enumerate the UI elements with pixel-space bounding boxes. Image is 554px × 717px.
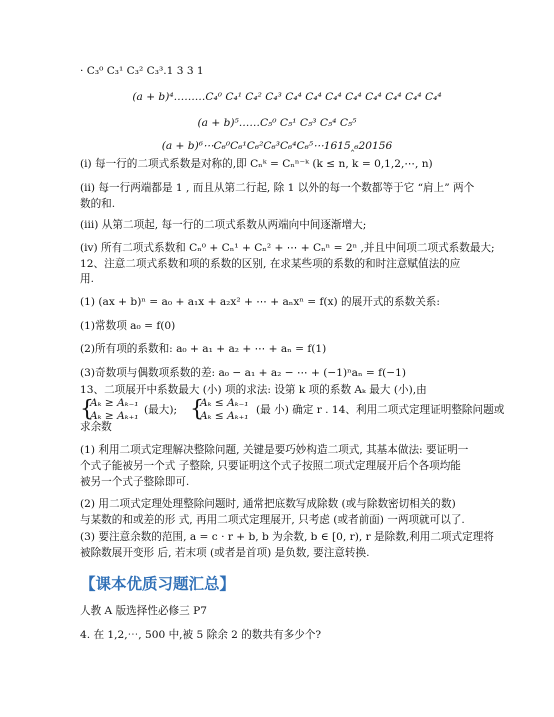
question-4: 4. 在 1,2,⋯, 500 中,被 5 除余 2 的数共有多少个?: [80, 629, 322, 641]
property-iii: (iii) 从第二项起, 每一行的二项式系数从两端向中间逐渐增大;: [80, 219, 367, 231]
remainder-p3-line-1: (3) 要注意余数的范围, a = c · r + b, b 为余数, b ∈ [0, r), r 是除数,利用二项式定理将: [80, 531, 494, 543]
item-12-line-2: 用.: [80, 273, 94, 285]
expansion-relation: (1) (ax + b)ⁿ = a₀ + a₁x + a₂x² + ⋯ + aₙxⁿ = f(x) 的展开式的系数关系:: [80, 296, 440, 308]
property-i: (i) 每一行的二项式系数是对称的,即 Cₙᵏ = Cₙⁿ⁻ᵏ (k ≤ n, k = 0,1,2,⋯, n): [80, 158, 433, 170]
divisibility-p2-line-2: 与某数的和或差的形 式, 再用二项式定理展开, 只考虑 (或者前面) 一两项就可以了.: [80, 514, 465, 526]
max-condition-1: Aₖ ≥ Aₖ₋₁: [90, 397, 139, 409]
remainder-line: 求余数: [80, 421, 112, 433]
section-title: 【课本优质习题汇总】: [80, 575, 236, 593]
textbook-reference: 人教 A 版选择性必修三 P7: [80, 605, 207, 617]
property-ii-line-1: (ii) 每一行两端都是 1 , 而且从第二行起, 除 1 以外的每一个数都等于它 “肩上” 两个: [80, 182, 475, 194]
remainder-p3-line-2: 被除数展开变形 后, 若末项 (或者是首项) 是负数, 要注意转换.: [80, 547, 370, 559]
divisibility-p1-line-3: 被另一个式子整除即可.: [80, 476, 190, 488]
triangle-row-4: (a + b)⁴………C₄⁰ C₄¹ C₄² C₄³ C₄⁴ C₄⁴ C₄⁴ C₄⁴ C₄⁴ C₄⁴ C₄⁴ C₄⁴: [132, 91, 442, 103]
min-condition-2: Aₖ ≤ Aₖ₊₁: [200, 410, 249, 422]
property-iv: (iv) 所有二项式系数和 Cₙ⁰ + Cₙ¹ + Cₙ² + ⋯ + Cₙⁿ = 2ⁿ ,并且中间项二项式系数最大;: [80, 242, 495, 254]
triangle-row-5: (a + b)⁵……C₅⁰ C₅¹ C₅³ C₅⁴ C₅⁵: [197, 117, 357, 129]
divisibility-p2-line-1: (2) 用二项式定理处理整除问题时, 通常把底数写成除数 (或与除数密切相关的数): [80, 498, 456, 510]
coefficient-sum: (2)所有项的系数和: a₀ + a₁ + a₂ + ⋯ + aₙ = f(1): [80, 343, 327, 355]
divisibility-p1-line-2: 个式子能被另一个式 子整除, 只要证明这个式子按照二项式定理展开后个各项均能: [80, 460, 461, 472]
min-condition-1: Aₖ ≤ Aₖ₋₁: [200, 397, 249, 409]
divisibility-p1-line-1: (1) 利用二项式定理解决整除问题, 关键是要巧妙构造二项式, 其基本做法: 要证明一: [80, 444, 469, 456]
min-label-and-item-14: (最 小) 确定 r . 14、利用二项式定理证明整除问题或: [256, 404, 505, 416]
triangle-row-6: (a + b)⁶⋯C₆⁰C₆¹C₆²C₆³C₆⁴C₆⁵⋯1615‸₆20156: [161, 140, 393, 152]
odd-even-difference: (3)奇数项与偶数项系数的差: a₀ − a₁ + a₂ − ⋯ + (−1)ⁿaₙ = f(−1): [80, 367, 406, 379]
triangle-row-3: · C₃⁰ C₃¹ C₃² C₃³.1 3 3 1: [80, 65, 204, 77]
max-condition-2: Aₖ ≥ Aₖ₊₁: [90, 410, 139, 422]
item-12-line-1: 12、注意二项式系数和项的系数的区别, 在求某些项的系数的和时注意赋值法的应: [80, 258, 461, 270]
brace-icon: {: [80, 397, 94, 422]
property-ii-line-2: 数的和.: [80, 198, 116, 210]
max-label: (最大);: [144, 404, 178, 416]
item-13: 13、二项展开中系数最大 (小) 项的求法: 设第 k 项的系数 Aₖ 最大 (小),由: [80, 384, 427, 396]
brace-icon: {: [190, 397, 204, 422]
constant-term: (1)常数项 a₀ = f(0): [80, 320, 176, 332]
